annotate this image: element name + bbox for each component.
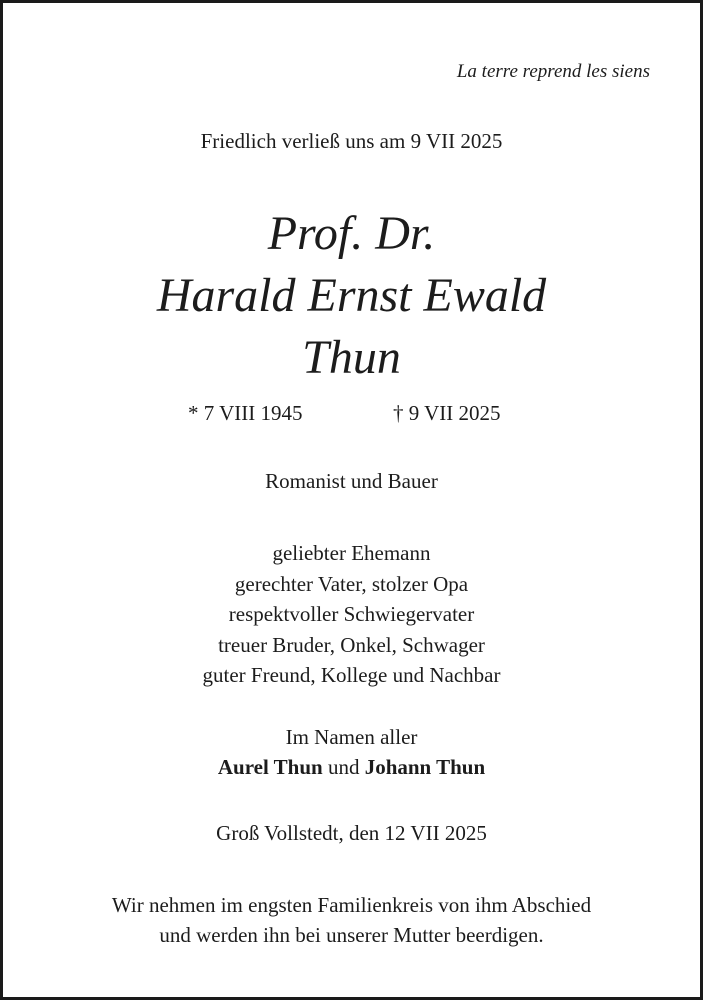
profession: Romanist und Bauer [265,469,438,493]
life-dates [3,401,700,429]
signer-conjunction: und [327,755,360,779]
death-date: † 9 VII 2025 [393,401,501,425]
role-line: respektvoller Schwiegervater [228,602,475,626]
signer-first: Aurel Thun [217,755,323,779]
roles-list [3,538,700,691]
closing-note [3,890,700,950]
role-line: gerechter Vater, stolzer Opa [234,571,469,596]
role-line: guter Freund, Kollege und Nachbar [202,663,501,687]
role-line: treuer Bruder, Onkel, Schwager [218,632,485,657]
name-title: Prof. Dr. [267,207,436,260]
motto: La terre reprend les siens [456,61,650,82]
signers [3,755,700,780]
role-line: geliebter Ehemann [272,541,431,565]
signer-second: Johann Thun [364,755,486,779]
birth-date: * 7 VIII 1945 [188,401,303,425]
name-given: Harald Ernst Ewald [156,269,547,322]
on-behalf-line: Im Namen aller [285,725,418,749]
closing-line: Wir nehmen im engsten Familienkreis von ihm Abschied [111,893,592,917]
passing-announcement: Friedlich verließ uns am 9 VII 2025 [200,129,503,153]
closing-line: und werden ihn bei unserer Mutter beerdigen. [159,923,544,947]
name-family: Thun [302,331,401,384]
place-date: Groß Vollstedt, den 12 VII 2025 [216,821,487,845]
